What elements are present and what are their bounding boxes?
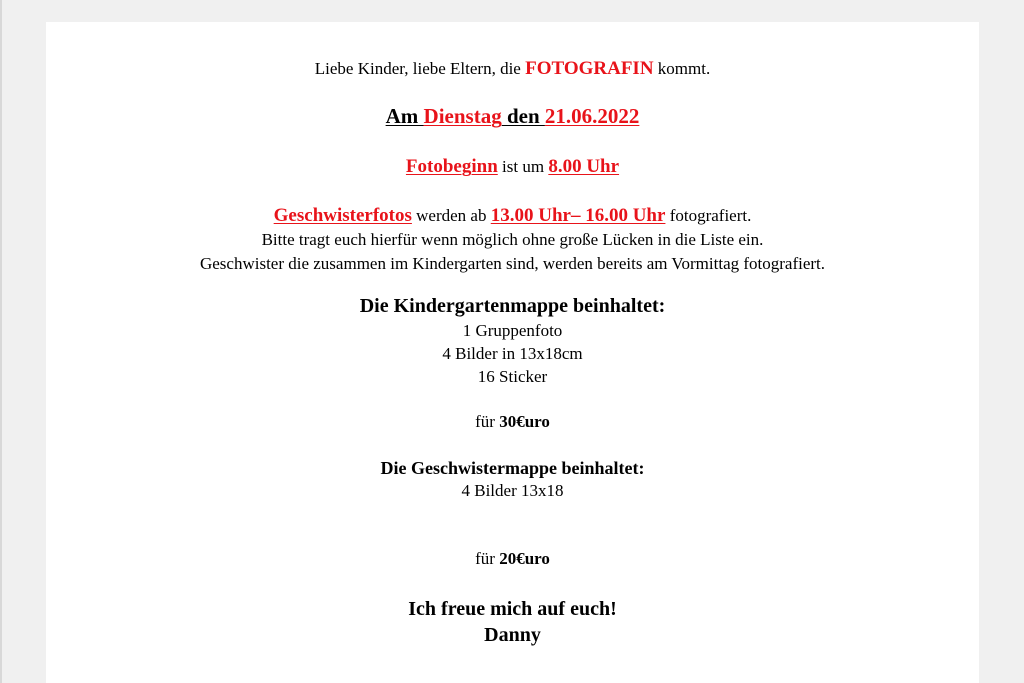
document-page (46, 22, 979, 683)
signature: Danny (484, 624, 541, 646)
siblings-line-2: Bitte tragt euch hierfür wenn möglich ohne große Lücken in die Liste ein. (261, 230, 764, 249)
siblings-label: Geschwisterfotos (273, 205, 412, 226)
sibling-package-heading: Die Geschwistermappe beinhaltet: (380, 458, 645, 478)
start-mid: ist um (497, 157, 549, 176)
sibling-item-1: 4 Bilder 13x18 (461, 481, 564, 500)
sibling-price-line (46, 549, 979, 569)
kindergarten-item-1: 1 Gruppenfoto (462, 321, 563, 340)
start-line (46, 156, 979, 178)
siblings-time: 13.00 Uhr– 16.00 Uhr (490, 205, 666, 226)
start-label: Fotobeginn (405, 156, 498, 177)
greeting-pre: Liebe Kinder, liebe Eltern, die (314, 59, 526, 78)
siblings-line (46, 205, 979, 227)
kindergarten-price-line (46, 412, 979, 432)
kindergarten-item-2: 4 Bilder in 13x18cm (442, 344, 583, 363)
kindergarten-package-heading: Die Kindergartenmappe beinhaltet: (359, 295, 666, 317)
viewer-edge (0, 0, 2, 683)
sibling-price: 20€uro (499, 549, 550, 568)
siblings-post: fotografiert. (665, 206, 752, 225)
kindergarten-price-pre: für (475, 412, 500, 431)
kindergarten-item-3: 16 Sticker (477, 367, 548, 386)
start-time: 8.00 Uhr (548, 156, 620, 177)
date-am: Am (385, 104, 424, 128)
kindergarten-price: 30€uro (499, 412, 550, 431)
greeting-post: kommt. (653, 59, 711, 78)
siblings-line-3: Geschwister die zusammen im Kindergarten sind, werden bereits am Vormittag fotografiert. (199, 254, 826, 273)
closing-line: Ich freue mich auf euch! (408, 598, 617, 620)
greeting-line (46, 58, 979, 80)
date-weekday: Dienstag (423, 104, 502, 128)
date-line (46, 104, 979, 129)
date-den: den (501, 104, 545, 128)
greeting-highlight: FOTOGRAFIN (525, 58, 654, 79)
date-value: 21.06.2022 (544, 104, 640, 128)
sibling-price-pre: für (475, 549, 500, 568)
siblings-mid: werden ab (411, 206, 491, 225)
